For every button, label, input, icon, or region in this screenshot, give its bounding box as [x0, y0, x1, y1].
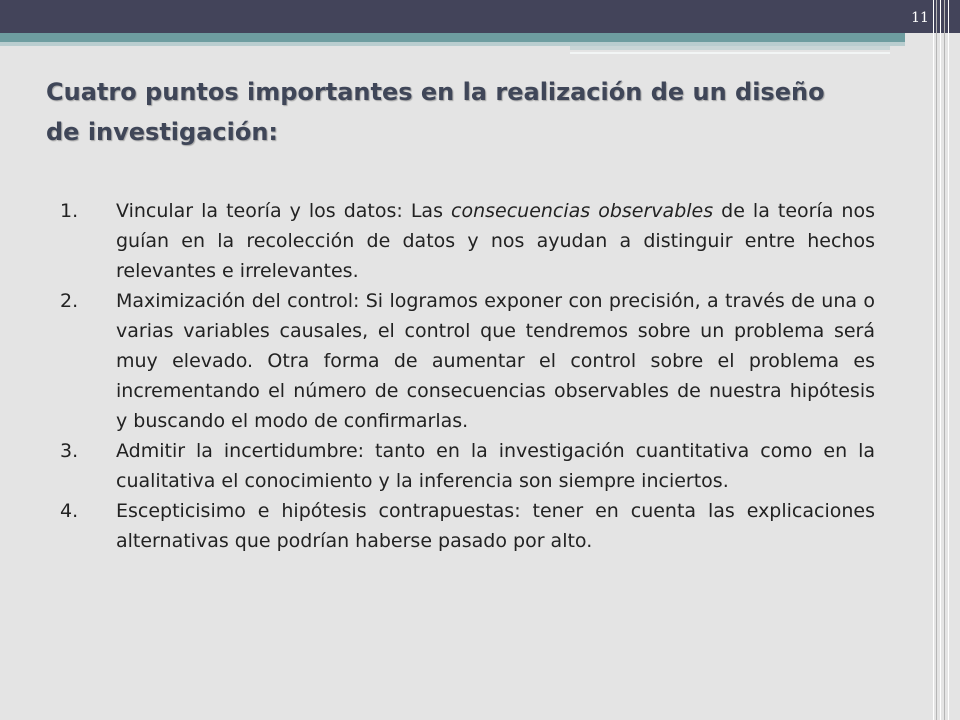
decorative-rule [933, 0, 934, 720]
list-item-text: Vincular la teoría y los datos: Las [116, 200, 451, 222]
slide-title: Cuatro puntos importantes en la realización de un diseño de investigación: [46, 78, 825, 146]
list-item [60, 196, 875, 286]
accent-stripe [0, 33, 905, 42]
accent-stripe-short-highlight [570, 52, 890, 54]
decorative-rule [940, 0, 941, 720]
page-number: 11 [911, 10, 929, 26]
list-item-number: 2. [60, 290, 79, 312]
decorative-rule [944, 0, 945, 720]
decorative-rule [948, 0, 949, 720]
list-item [60, 286, 875, 436]
header-band [0, 0, 960, 33]
list-item-text: Maximización del control: Si logramos exponer con precisión, a través de una o varias variables causales, el control que tendremos sobre un problema será muy elevado. Otra forma de aumentar el control sobre el problema es incrementando el número de consecuencias observables de nuestra hipótesis y buscando el modo de confirmarlas. [116, 290, 875, 432]
list-item-number: 4. [60, 500, 79, 522]
list-item-emphasis: consecuencias observables [451, 200, 714, 222]
list-item [60, 436, 875, 496]
list-item-number: 3. [60, 440, 79, 462]
list-item-text: Escepticisimo e hipótesis contrapuestas: tener en cuenta las explicaciones alternativas que podrían haberse pasado por alto. [116, 500, 875, 552]
list-item-text-continued: de la teoría nos guían en la recolección de datos y nos ayudan a distinguir entre hechos relevantes e irrelevantes. [116, 200, 875, 282]
accent-stripe-short [570, 46, 890, 50]
list-item-number: 1. [60, 200, 79, 222]
list-item-text: Admitir la incertidumbre: tanto en la investigación cuantitativa como en la cualitativa el conocimiento y la inferencia son siempre inciertos. [116, 440, 875, 492]
points-list [60, 196, 875, 556]
list-item [60, 496, 875, 556]
decorative-rule [936, 0, 937, 720]
